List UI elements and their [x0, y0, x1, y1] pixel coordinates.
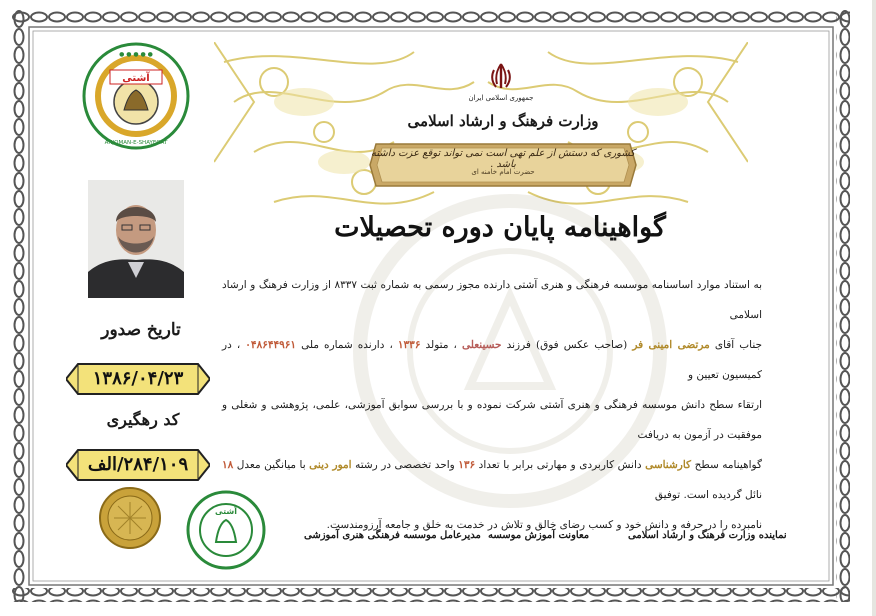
signature-deputy: معاونت آموزش موسسه	[488, 530, 590, 541]
degree-level: کارشناسی	[645, 459, 692, 471]
quote-banner	[368, 140, 638, 190]
body-line-2: جناب آقای مرتضی امینی فر (صاحب عکس فوق) فرزند حسینعلی ، متولد ۱۳۳۶ ، دارنده شماره ملی ۰۴۸۶۴۴۹۶۱ ، در کمیسیون تعیین و	[222, 339, 763, 381]
father-name: حسینعلی	[462, 339, 502, 351]
page-edge	[872, 0, 876, 616]
republic-label: جمهوری اسلامی ایران	[468, 94, 534, 102]
logo-name: ANJOMAN-E-SHAYEGAT	[104, 140, 168, 146]
signature-director: مدیرعامل موسسه فرهنگی هنری آموزشی	[304, 530, 481, 541]
logo-brand: آشتی	[122, 73, 150, 84]
body-line-4: گواهینامه سطح کارشناسی دانش کاربردی و مهارتی برابر با تعداد ۱۳۶ واحد تخصصی در رشته امور دینی با میانگین معدل ۱۸ نائل گردیده است. توفیق	[222, 459, 762, 501]
ministry-heading: وزارت فرهنگ و ارشاد اسلامی	[407, 112, 599, 130]
certificate-title: گواهینامه پایان دوره تحصیلات	[334, 212, 666, 243]
quote-attribution: حضرت امام خامنه ای	[471, 168, 535, 176]
gold-seal	[98, 486, 162, 550]
iran-emblem-icon	[486, 62, 516, 92]
signature-ministry-rep: نماینده وزارت فرهنگ و ارشاد اسلامی	[628, 530, 787, 541]
quote-text: کشوری که دستش از علم تهی است نمی تواند توقع عزت داشته باشد .	[370, 148, 636, 170]
stamp-brand: آشتی	[215, 507, 237, 516]
body-line-5: نامبرده را در حرفه و دانش خود و کسب رضای خالق و تلاش در خدمت به خلق و جامعه آرزومندست.	[326, 519, 762, 531]
body-line-3: ارتقاء سطح دانش موسسه فرهنگی و هنری آشتی شرکت نموده و با بررسی سوابق آموزشی، علمی، پژوهشی و شغلی و موفقیت در آزمون به دریافت	[222, 399, 762, 441]
birth-year: ۱۳۳۶	[397, 339, 421, 351]
tracking-code-value: ۲۸۴/۱۰۹/الف	[87, 454, 189, 475]
body-line-1: به استناد موارد اساسنامه موسسه فرهنگی و هنری آشتی دارنده مجوز رسمی به شماره ثبت ۸۳۳۷ از وزارت فرهنگ و ارشاد اسلامی	[222, 279, 762, 321]
issue-date-label: تاریخ صدور	[101, 320, 181, 340]
institute-logo	[80, 40, 192, 152]
tracking-code-label: کد رهگیری	[106, 410, 180, 429]
gpa-value: ۱۸	[222, 459, 234, 471]
national-id: ۰۴۸۶۴۴۹۶۱	[245, 339, 297, 351]
issue-date-ribbon	[66, 362, 210, 396]
svg-text:● ● ● ● ●: ● ● ● ● ●	[119, 51, 153, 58]
holder-name: مرتضی امینی فر	[632, 339, 710, 351]
units-count: ۱۳۶	[458, 459, 476, 471]
issue-date-value: ۱۳۸۶/۰۴/۲۳	[92, 368, 184, 389]
tracking-code-ribbon	[66, 448, 210, 482]
holder-photo	[88, 180, 184, 298]
certificate-body	[222, 270, 762, 540]
field-of-study: امور دینی	[309, 459, 352, 471]
